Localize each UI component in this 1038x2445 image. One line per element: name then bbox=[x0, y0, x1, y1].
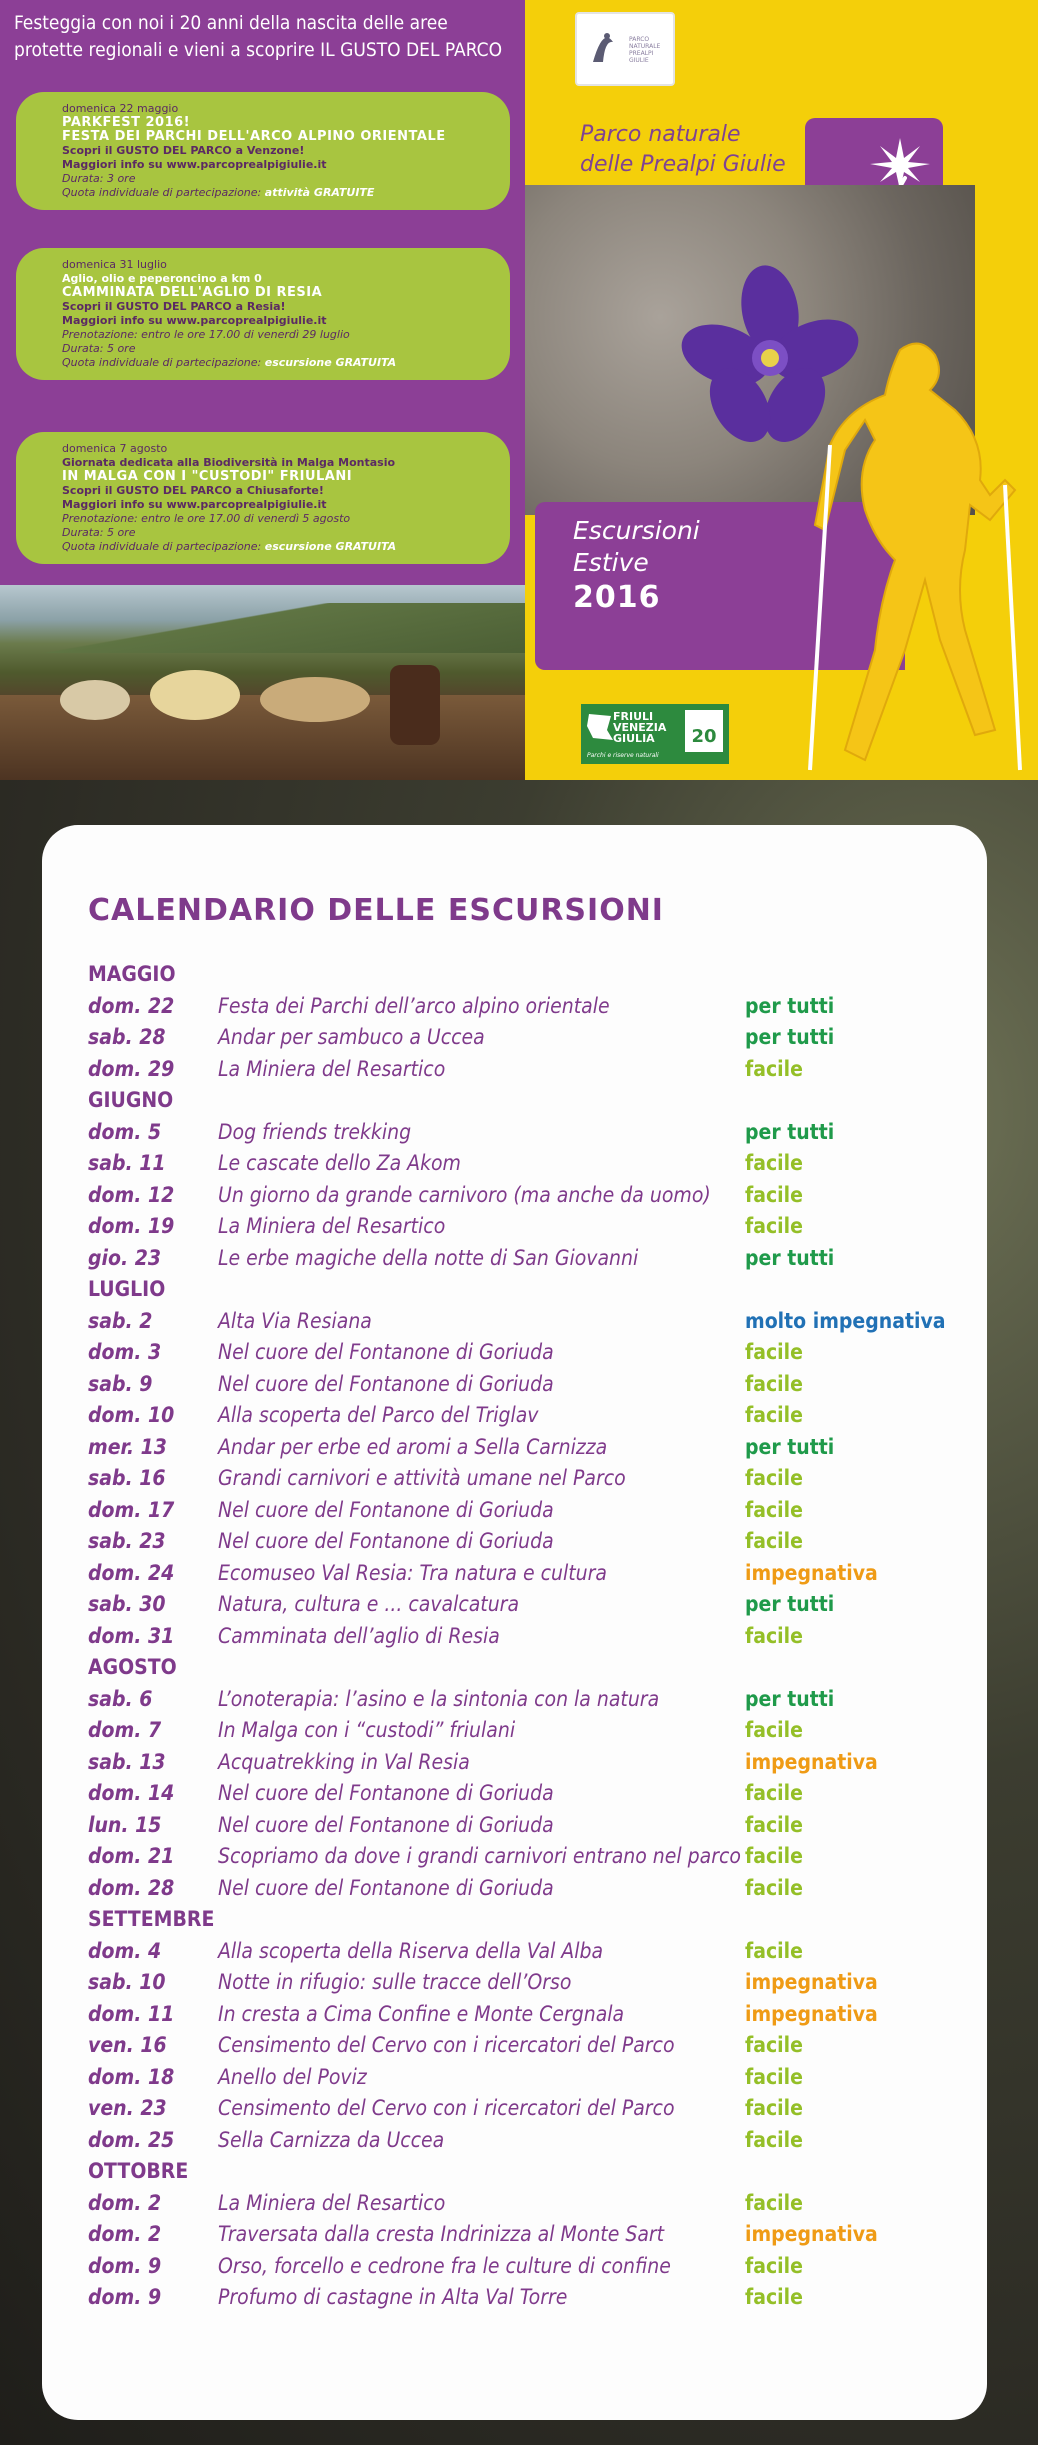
event-booking: Prenotazione: entro le ore 17.00 di venerdì 5 agosto bbox=[62, 512, 351, 525]
excursion-date: dom. 31 bbox=[88, 1623, 175, 1648]
excursion-row bbox=[88, 1717, 968, 1749]
excursions-title bbox=[573, 515, 700, 579]
excursion-row bbox=[88, 1528, 968, 1560]
event-info: Scopri il GUSTO DEL PARCO a Venzone! bbox=[62, 144, 305, 157]
excursion-title: Traversata dalla cresta Indrinizza al Monte Sart bbox=[218, 2222, 665, 2246]
excursion-row bbox=[88, 1245, 968, 1277]
excursion-date: sab. 16 bbox=[88, 1466, 166, 1490]
excursion-row bbox=[88, 1686, 968, 1718]
difficulty-level: facile bbox=[745, 1781, 803, 1805]
difficulty-level: facile bbox=[745, 1497, 803, 1522]
event-name: CAMMINATA DELL'AGLIO DI RESIA bbox=[62, 285, 323, 300]
excursion-row bbox=[88, 1749, 968, 1781]
difficulty-level: facile bbox=[745, 1875, 803, 1900]
event-link[interactable]: Maggiori info su www.parcoprealpigiulie.it bbox=[62, 498, 327, 511]
excursion-row bbox=[88, 1623, 968, 1655]
month-label: AGOSTO bbox=[88, 1655, 177, 1679]
excursion-date: dom. 9 bbox=[88, 2253, 162, 2278]
excursion-row bbox=[88, 1402, 968, 1434]
excursion-row bbox=[88, 1024, 968, 1056]
excursion-date: ven. 16 bbox=[88, 2033, 167, 2057]
excursion-date: dom. 9 bbox=[88, 2285, 162, 2309]
excursion-date: sab. 11 bbox=[88, 1151, 166, 1175]
excursion-title: Andar per sambuco a Uccea bbox=[218, 1025, 485, 1049]
excursion-row bbox=[88, 2253, 968, 2285]
event-name: IN MALGA CON I "CUSTODI" FRIULANI bbox=[62, 469, 353, 484]
excursion-date: dom. 7 bbox=[88, 1718, 162, 1742]
excursion-date: ven. 23 bbox=[88, 2096, 167, 2120]
bird-icon bbox=[583, 22, 623, 72]
hiker-silhouette bbox=[805, 330, 1035, 780]
title-line: Escursioni bbox=[573, 516, 700, 545]
excursion-title: Alla scoperta del Parco del Triglav bbox=[218, 1403, 539, 1427]
excursion-title: Camminata dell’aglio di Resia bbox=[218, 1623, 500, 1648]
excursion-row bbox=[88, 2095, 968, 2127]
excursion-date: sab. 13 bbox=[88, 1749, 166, 1774]
event-date: domenica 31 luglio bbox=[62, 258, 167, 271]
excursion-title: Le cascate dello Za Akom bbox=[218, 1151, 461, 1175]
event-fee-value: escursione GRATUITA bbox=[264, 540, 397, 553]
event-duration: Durata: 5 ore bbox=[62, 526, 136, 539]
mountain-background bbox=[0, 603, 525, 653]
bread-shape bbox=[260, 677, 370, 722]
event-link[interactable]: Maggiori info su www.parcoprealpigiulie.it bbox=[62, 314, 327, 327]
event-info: Scopri il GUSTO DEL PARCO a Resia! bbox=[62, 300, 286, 313]
excursion-row bbox=[88, 1780, 968, 1812]
difficulty-level: per tutti bbox=[745, 1592, 835, 1616]
excursion-title: Ecomuseo Val Resia: Tra natura e cultura bbox=[218, 1560, 607, 1585]
excursion-row bbox=[88, 993, 968, 1025]
excursion-title: Nel cuore del Fontanone di Goriuda bbox=[218, 1340, 554, 1364]
logo-line: PREALPI bbox=[629, 50, 654, 57]
excursion-date: dom. 2 bbox=[88, 2222, 162, 2246]
excursion-title: Censimento del Cervo con i ricercatori del Parco bbox=[218, 2033, 675, 2057]
month-header-row bbox=[88, 1276, 968, 1308]
excursion-row bbox=[88, 1119, 968, 1151]
excursion-date: gio. 23 bbox=[88, 1245, 162, 1270]
excursion-title: La Miniera del Resartico bbox=[218, 1214, 446, 1238]
excursion-title: Nel cuore del Fontanone di Goriuda bbox=[218, 1875, 554, 1900]
event-duration: Durata: 3 ore bbox=[62, 172, 136, 185]
food-table-photo bbox=[0, 585, 525, 780]
difficulty-level: facile bbox=[745, 1529, 803, 1553]
park-name-line: Parco naturale bbox=[580, 122, 741, 147]
difficulty-level: facile bbox=[745, 1056, 803, 1081]
event-booking: Prenotazione: entro le ore 17.00 di venerdì 29 luglio bbox=[62, 328, 350, 341]
excursion-row bbox=[88, 2284, 968, 2316]
cheese-shape bbox=[150, 670, 240, 720]
event-fee-label: Quota individuale di partecipazione: bbox=[62, 540, 262, 553]
region-map-icon bbox=[585, 710, 615, 744]
excursion-title: Anello del Poviz bbox=[218, 2064, 367, 2089]
brochure-cover bbox=[0, 0, 1038, 780]
logo-line: PARCO bbox=[629, 36, 650, 43]
excursion-date: sab. 23 bbox=[88, 1529, 166, 1553]
difficulty-level: facile bbox=[745, 1340, 803, 1364]
difficulty-level: impegnativa bbox=[745, 1749, 878, 1774]
event-link[interactable]: Maggiori info su www.parcoprealpigiulie.it bbox=[62, 158, 327, 171]
excursion-title: Nel cuore del Fontanone di Goriuda bbox=[218, 1497, 554, 1522]
excursion-row bbox=[88, 2032, 968, 2064]
excursion-row bbox=[88, 1339, 968, 1371]
logo-line: NATURALE bbox=[629, 43, 661, 50]
excursion-date: dom. 18 bbox=[88, 2064, 175, 2089]
excursion-title: Profumo di castagne in Alta Val Torre bbox=[218, 2285, 568, 2309]
excursion-row bbox=[88, 1938, 968, 1970]
excursion-date: sab. 2 bbox=[88, 1308, 153, 1333]
event-card bbox=[16, 92, 510, 210]
fvg-line: VENEZIA bbox=[613, 721, 667, 734]
difficulty-level: impegnativa bbox=[745, 1970, 878, 1994]
event-fee-value: attività GRATUITE bbox=[264, 186, 375, 199]
excursion-title: L’onoterapia: l’asino e la sintonia con la natura bbox=[218, 1686, 660, 1711]
difficulty-level: facile bbox=[745, 1403, 803, 1427]
excursion-title: Natura, cultura e ... cavalcatura bbox=[218, 1592, 520, 1616]
excursion-date: dom. 12 bbox=[88, 1182, 175, 1207]
event-name: PARKFEST 2016! bbox=[62, 115, 191, 130]
event-name: Aglio, olio e peperoncino a km 0 bbox=[62, 272, 262, 285]
excursion-row bbox=[88, 1371, 968, 1403]
event-card bbox=[16, 432, 510, 564]
difficulty-level: facile bbox=[745, 2253, 803, 2278]
event-fee-value: escursione GRATUITA bbox=[264, 356, 397, 369]
excursion-row bbox=[88, 1812, 968, 1844]
excursion-title: Un giorno da grande carnivoro (ma anche da uomo) bbox=[218, 1182, 711, 1207]
difficulty-level: facile bbox=[745, 1718, 803, 1742]
excursion-title: Nel cuore del Fontanone di Goriuda bbox=[218, 1529, 554, 1553]
excursion-date: dom. 4 bbox=[88, 1938, 162, 1963]
difficulty-level: facile bbox=[745, 2190, 803, 2215]
difficulty-level: per tutti bbox=[745, 1434, 835, 1459]
event-duration: Durata: 5 ore bbox=[62, 342, 136, 355]
month-label: OTTOBRE bbox=[88, 2159, 189, 2183]
month-label: LUGLIO bbox=[88, 1277, 166, 1301]
year-label: 2016 bbox=[573, 580, 661, 615]
event-name: FESTA DEI PARCHI DELL'ARCO ALPINO ORIENTALE bbox=[62, 129, 446, 144]
difficulty-level: facile bbox=[745, 1938, 803, 1963]
difficulty-level: facile bbox=[745, 1466, 803, 1490]
excursion-date: lun. 15 bbox=[88, 1812, 162, 1837]
month-header-row bbox=[88, 2158, 968, 2190]
park-name bbox=[580, 120, 786, 180]
excursion-title: Notte in rifugio: sulle tracce dell’Orso bbox=[218, 1970, 572, 1994]
events-heading: Festeggia con noi i 20 anni della nascita delle aree protette regionali e vieni a scoprire IL GUSTO DEL PARCO bbox=[14, 12, 503, 61]
excursion-date: sab. 30 bbox=[88, 1592, 166, 1616]
excursion-title: Andar per erbe ed aromi a Sella Carnizza bbox=[218, 1434, 608, 1459]
cheese-shape bbox=[60, 680, 130, 720]
excursion-row bbox=[88, 1591, 968, 1623]
difficulty-level: impegnativa bbox=[745, 2222, 878, 2246]
excursion-title: Censimento del Cervo con i ricercatori del Parco bbox=[218, 2096, 675, 2120]
excursion-title: Acquatrekking in Val Resia bbox=[218, 1749, 470, 1774]
events-panel bbox=[0, 0, 525, 780]
difficulty-level: facile bbox=[745, 2127, 803, 2152]
difficulty-level: impegnativa bbox=[745, 1560, 878, 1585]
calendar-list bbox=[88, 961, 968, 2316]
excursion-title: Dog friends trekking bbox=[218, 1119, 412, 1144]
month-header-row bbox=[88, 1906, 968, 1938]
excursion-row bbox=[88, 1434, 968, 1466]
excursion-row bbox=[88, 2064, 968, 2096]
excursion-row bbox=[88, 2127, 968, 2159]
event-fee-label: Quota individuale di partecipazione: bbox=[62, 186, 262, 199]
excursion-row bbox=[88, 1150, 968, 1182]
difficulty-level: per tutti bbox=[745, 993, 835, 1018]
park-logo-text bbox=[629, 36, 660, 64]
excursion-row bbox=[88, 1497, 968, 1529]
excursion-title: In Malga con i “custodi” friulani bbox=[218, 1718, 516, 1742]
excursion-date: dom. 11 bbox=[88, 2001, 175, 2026]
excursion-date: dom. 3 bbox=[88, 1340, 162, 1364]
excursion-date: sab. 10 bbox=[88, 1970, 166, 1994]
logo-line: GIULIE bbox=[629, 57, 649, 64]
event-fee-label: Quota individuale di partecipazione: bbox=[62, 356, 262, 369]
month-header-row bbox=[88, 1654, 968, 1686]
month-label: SETTEMBRE bbox=[88, 1907, 215, 1931]
park-name-line: delle Prealpi Giulie bbox=[580, 152, 786, 177]
excursion-row bbox=[88, 2001, 968, 2033]
excursion-title: Nel cuore del Fontanone di Goriuda bbox=[218, 1812, 554, 1837]
excursion-row bbox=[88, 1465, 968, 1497]
anniversary-badge: 20 bbox=[685, 710, 723, 752]
fvg-logo-text bbox=[613, 711, 666, 744]
excursion-date: dom. 17 bbox=[88, 1497, 175, 1522]
excursion-date: dom. 2 bbox=[88, 2190, 162, 2215]
difficulty-level: per tutti bbox=[745, 1119, 835, 1144]
excursion-title: Le erbe magiche della notte di San Giovanni bbox=[218, 1245, 639, 1270]
excursion-date: sab. 28 bbox=[88, 1025, 166, 1049]
difficulty-level: per tutti bbox=[745, 1686, 835, 1711]
excursion-date: dom. 14 bbox=[88, 1781, 175, 1805]
excursion-date: dom. 28 bbox=[88, 1875, 175, 1900]
excursion-date: dom. 29 bbox=[88, 1056, 175, 1081]
excursion-date: dom. 19 bbox=[88, 1214, 175, 1238]
excursion-title: Nel cuore del Fontanone di Goriuda bbox=[218, 1371, 554, 1396]
excursion-title: Orso, forcello e cedrone fra le culture di confine bbox=[218, 2253, 671, 2278]
excursion-row bbox=[88, 2190, 968, 2222]
fvg-line: GIULIA bbox=[613, 732, 655, 745]
event-name: Giornata dedicata alla Biodiversità in Malga Montasio bbox=[62, 456, 396, 469]
excursion-date: dom. 22 bbox=[88, 993, 175, 1018]
excursion-title: Festa dei Parchi dell’arco alpino orientale bbox=[218, 993, 610, 1018]
excursion-row bbox=[88, 1213, 968, 1245]
event-card bbox=[16, 248, 510, 380]
excursion-date: dom. 5 bbox=[88, 1119, 162, 1144]
difficulty-level: molto impegnativa bbox=[745, 1308, 946, 1333]
fvg-subtitle: Parchi e riserve naturali bbox=[587, 752, 659, 759]
difficulty-level: per tutti bbox=[745, 1245, 835, 1270]
excursion-date: dom. 10 bbox=[88, 1403, 175, 1427]
excursion-date: mer. 13 bbox=[88, 1434, 167, 1459]
difficulty-level: facile bbox=[745, 2033, 803, 2057]
excursion-date: dom. 21 bbox=[88, 1844, 175, 1868]
difficulty-level: facile bbox=[745, 1151, 803, 1175]
excursion-title: Grandi carnivori e attività umane nel Parco bbox=[218, 1466, 626, 1490]
title-line: Estive bbox=[573, 548, 649, 577]
month-header-row bbox=[88, 1087, 968, 1119]
park-logo bbox=[575, 12, 675, 86]
cover-panel bbox=[525, 0, 1038, 780]
excursion-row bbox=[88, 1056, 968, 1088]
excursion-date: sab. 9 bbox=[88, 1371, 153, 1396]
calendar-title: CALENDARIO DELLE ESCURSIONI bbox=[88, 893, 664, 928]
excursion-date: sab. 6 bbox=[88, 1686, 153, 1711]
excursion-title: In cresta a Cima Confine e Monte Cergnala bbox=[218, 2001, 625, 2026]
difficulty-level: facile bbox=[745, 1371, 803, 1396]
excursion-row bbox=[88, 1875, 968, 1907]
month-label: MAGGIO bbox=[88, 962, 176, 986]
difficulty-level: facile bbox=[745, 1214, 803, 1238]
excursion-row bbox=[88, 1308, 968, 1340]
excursion-title: Nel cuore del Fontanone di Goriuda bbox=[218, 1781, 554, 1805]
difficulty-level: facile bbox=[745, 2285, 803, 2309]
excursion-row bbox=[88, 1560, 968, 1592]
excursion-date: dom. 24 bbox=[88, 1560, 175, 1585]
difficulty-level: facile bbox=[745, 2064, 803, 2089]
difficulty-level: facile bbox=[745, 1812, 803, 1837]
excursion-title: Alla scoperta della Riserva della Val Alba bbox=[218, 1938, 604, 1963]
month-header-row bbox=[88, 961, 968, 993]
difficulty-level: impegnativa bbox=[745, 2001, 878, 2026]
difficulty-level: per tutti bbox=[745, 1025, 835, 1049]
difficulty-level: facile bbox=[745, 2096, 803, 2120]
excursion-title: La Miniera del Resartico bbox=[218, 1056, 446, 1081]
difficulty-level: facile bbox=[745, 1623, 803, 1648]
excursion-row bbox=[88, 2221, 968, 2253]
bottle-shape bbox=[390, 665, 440, 745]
excursion-title: Sella Carnizza da Uccea bbox=[218, 2127, 445, 2152]
excursion-row bbox=[88, 1182, 968, 1214]
excursion-title: La Miniera del Resartico bbox=[218, 2190, 446, 2215]
event-date: domenica 22 maggio bbox=[62, 102, 179, 115]
event-info: Scopri il GUSTO DEL PARCO a Chiusaforte! bbox=[62, 484, 324, 497]
difficulty-level: facile bbox=[745, 1182, 803, 1207]
excursion-date: dom. 25 bbox=[88, 2127, 175, 2152]
difficulty-level: facile bbox=[745, 1844, 803, 1868]
excursion-row bbox=[88, 1969, 968, 2001]
month-label: GIUGNO bbox=[88, 1088, 174, 1112]
excursion-title: Alta Via Resiana bbox=[218, 1308, 372, 1333]
excursion-row bbox=[88, 1843, 968, 1875]
excursion-title: Scopriamo da dove i grandi carnivori entrano nel parco bbox=[218, 1844, 741, 1868]
event-date: domenica 7 agosto bbox=[62, 442, 168, 455]
fvg-line: FRIULI bbox=[613, 710, 654, 723]
